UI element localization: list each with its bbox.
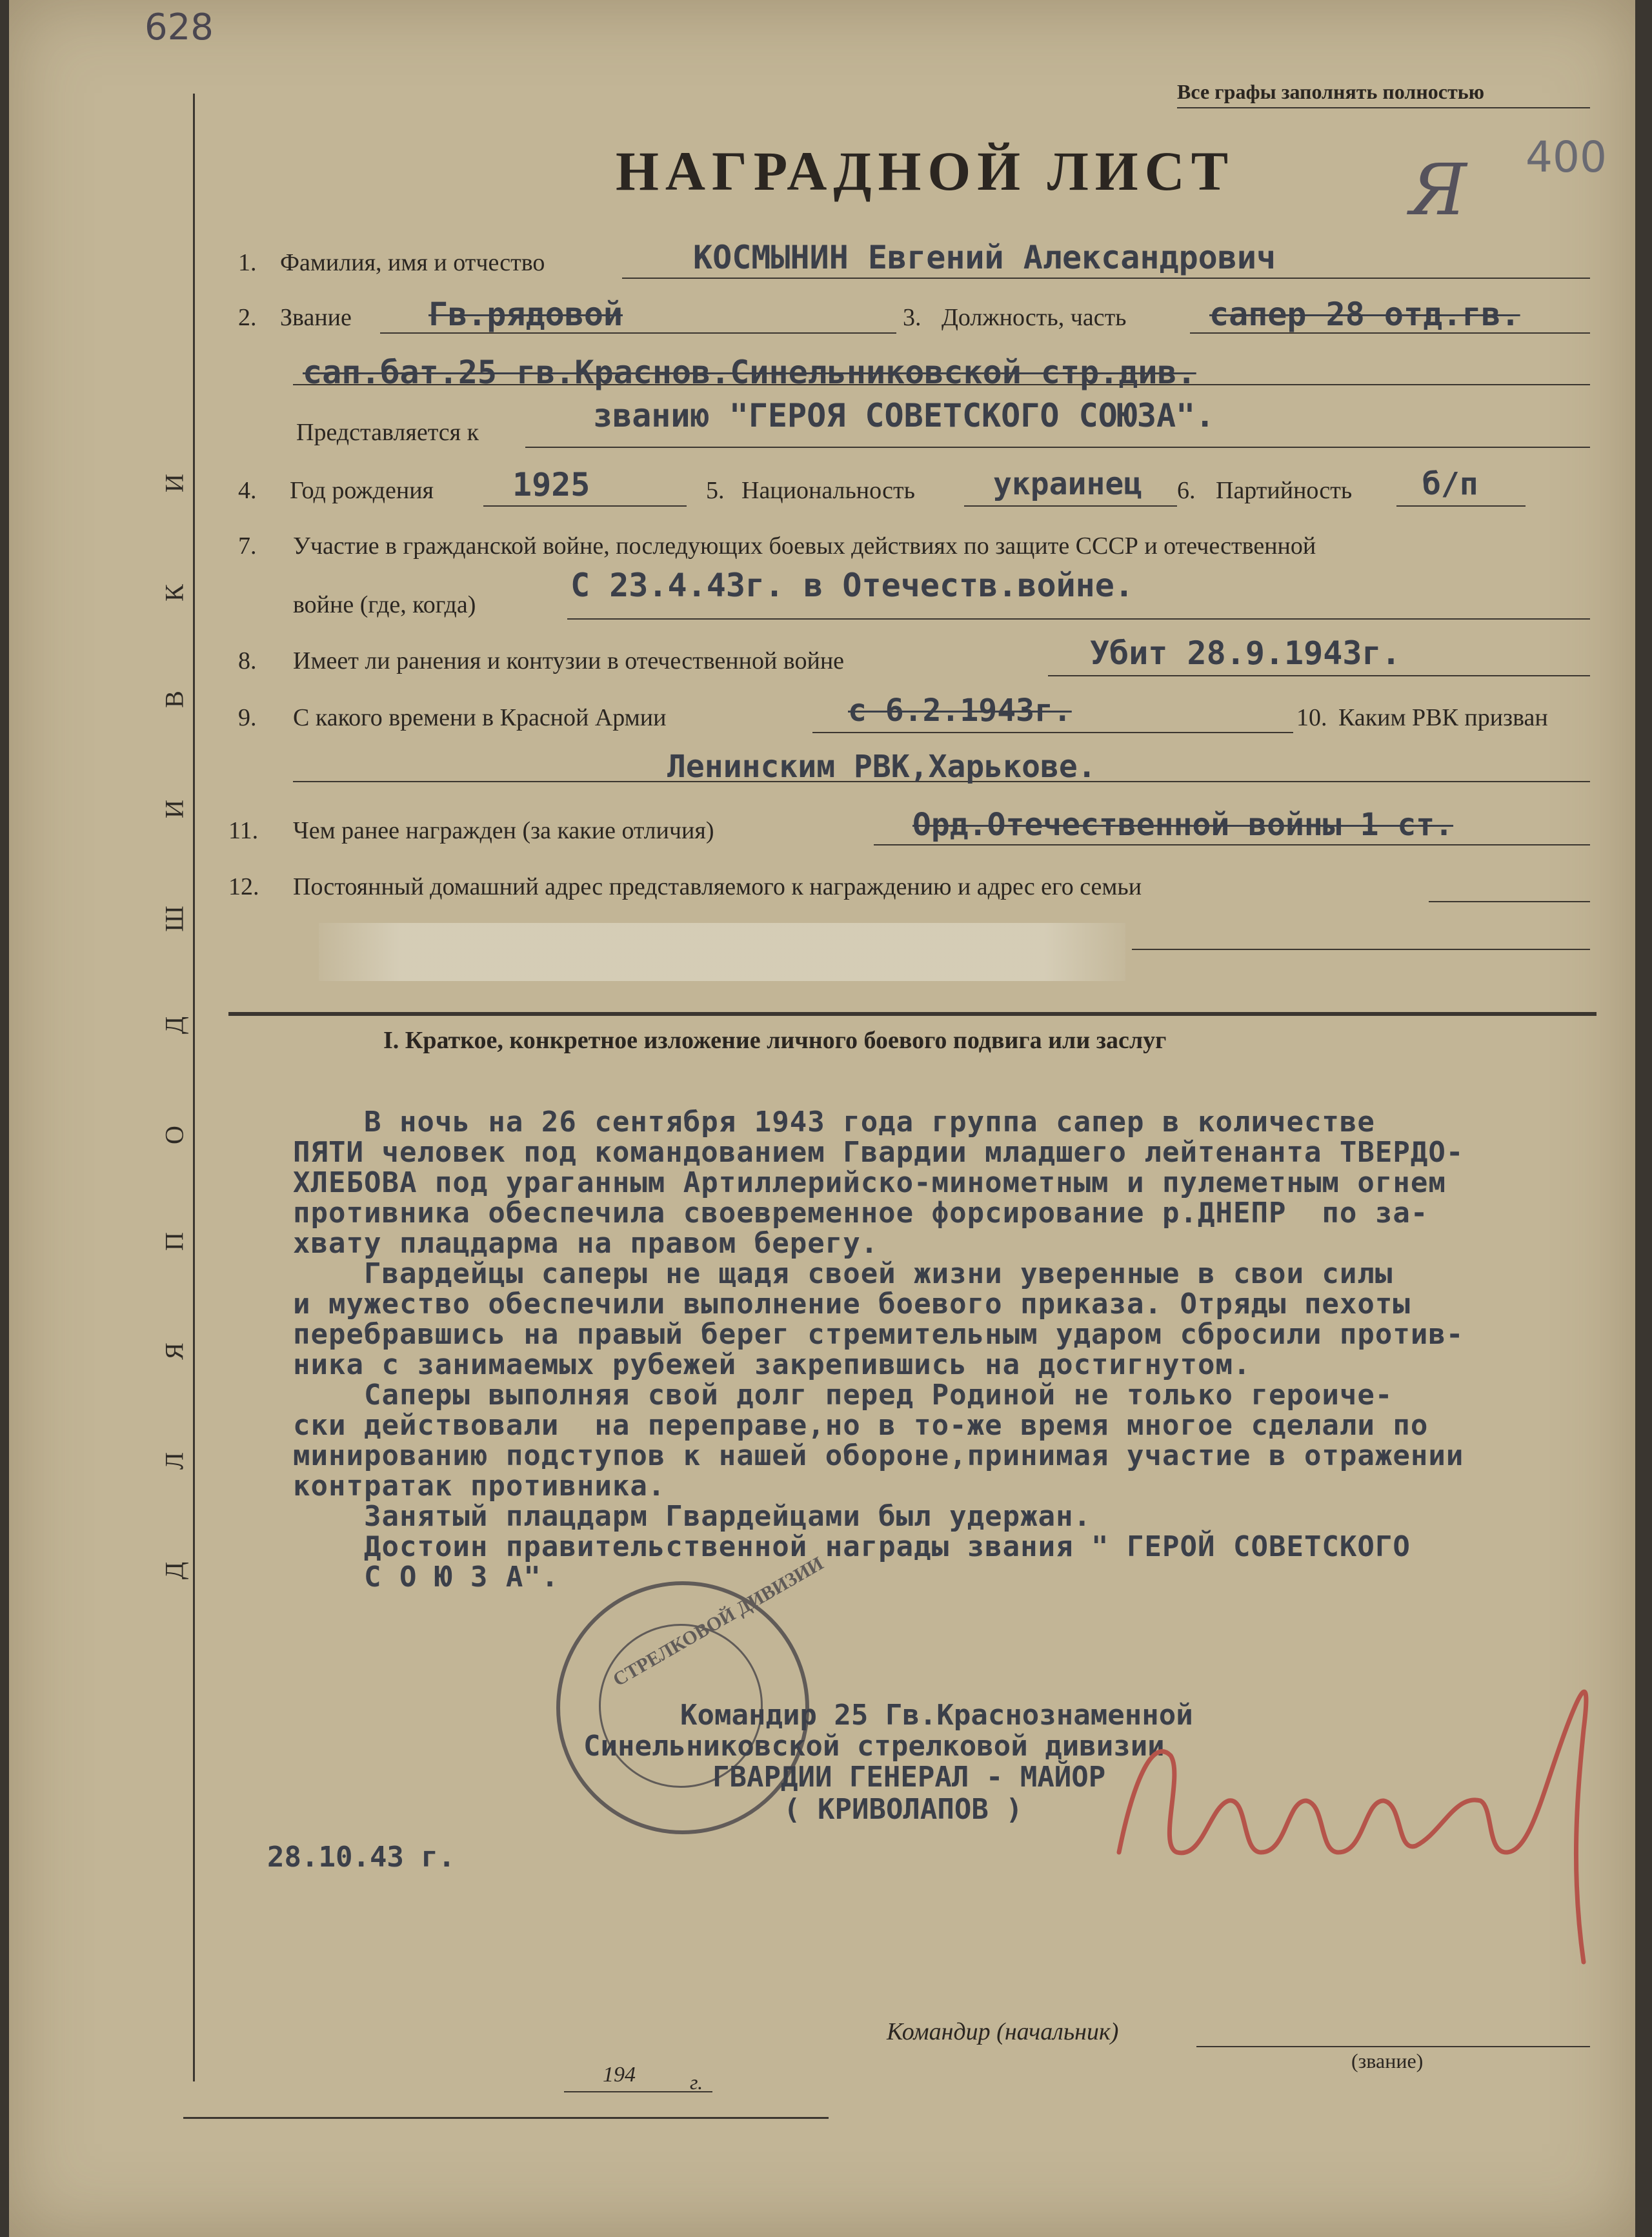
conscription-value: Ленинским РВК,Харькове.: [667, 749, 1096, 785]
narrative-line: Занятый плацдарм Гвардейцами был удержан.: [293, 1500, 1092, 1533]
army-since-value: с 6.2.1943г.: [848, 693, 1072, 729]
award-sheet: [9, 0, 1635, 2237]
side-letter: К: [159, 584, 189, 602]
field-number-2: 2.: [238, 304, 257, 331]
war-participation-value: С 23.4.43г. в Отечеств.войне.: [570, 567, 1134, 604]
army-since-label: С какого времени в Красной Армии: [293, 704, 667, 731]
narrative-line: и мужество обеспечили выполнение боевого приказа. Отряды пехоты: [293, 1288, 1411, 1321]
presented-line: [525, 447, 1590, 448]
footer-rank-label: (звание): [1351, 2049, 1424, 2072]
field-number-7: 7.: [238, 532, 257, 560]
unit-value: сап.бат.25 гв.Краснов.Синельниковской стр.див.: [303, 354, 1196, 391]
margin-line: [193, 94, 195, 2081]
rank-label: Звание: [280, 304, 352, 331]
signature-line-3: ГВАРДИИ ГЕНЕРАЛ - МАЙОР: [712, 1761, 1106, 1794]
presented-value: званию "ГЕРОЯ СОВЕТСКОГО СОЮЗА".: [593, 397, 1215, 434]
nationality-line: [964, 505, 1177, 507]
position-value: сапер 28 отд.гв.: [1209, 296, 1520, 333]
birth-year-value: 1925: [512, 466, 590, 503]
side-letter: Я: [159, 1342, 189, 1360]
footer-year: 194: [603, 2063, 636, 2087]
side-letter: Л: [159, 1452, 189, 1470]
archive-number: 628: [145, 6, 214, 48]
narrative-line: ХЛЕБОВА под ураганным Артиллерийско-минометным и пулеметным огнем: [293, 1166, 1446, 1199]
full-name-line: [622, 278, 1590, 279]
full-name-value: КОСМЫНИН Евгений Александрович: [693, 239, 1276, 276]
field-number-12: 12.: [228, 873, 259, 900]
party-label: Партийность: [1216, 477, 1353, 504]
signature-line-1: Командир 25 Гв.Краснознаменной: [680, 1699, 1193, 1732]
corner-mark-number: 400: [1526, 132, 1607, 182]
narrative-line: ПЯТИ человек под командованием Гвардии младшего лейтенанта ТВЕРДО-: [293, 1136, 1464, 1169]
field-number-3: 3.: [903, 304, 922, 331]
instruction-text: Все графы заполнять полностью: [1177, 80, 1485, 103]
previous-awards-value: Орд.Отечественной войны 1 ст.: [912, 807, 1454, 843]
conscription-label: Каким РВК призван: [1338, 704, 1548, 731]
field-number-1: 1.: [238, 249, 257, 276]
previous-awards-label: Чем ранее награжден (за какие отличия): [293, 817, 714, 844]
signature-line-4: ( КРИВОЛАПОВ ): [783, 1793, 1023, 1826]
wounds-line: [1048, 675, 1590, 676]
footer-commander-line: [1196, 2046, 1590, 2047]
typed-date: 28.10.43 г.: [267, 1841, 456, 1874]
signature-line-2: Синельниковской стрелковой дивизии: [583, 1730, 1165, 1763]
narrative-line: хвату плацдарма на правом берегу.: [293, 1227, 879, 1260]
instruction-underline: [1177, 107, 1590, 108]
birth-year-label: Год рождения: [290, 477, 434, 504]
footer-year-suffix: г.: [690, 2070, 703, 2094]
birth-year-line: [483, 505, 687, 507]
field-number-6: 6.: [1177, 477, 1196, 504]
footer-commander-label: Командир (начальник): [887, 2018, 1119, 2045]
narrative-line: Гвардейцы саперы не щадя своей жизни уверенные в свои силы: [293, 1257, 1393, 1290]
wounds-label: Имеет ли ранения и контузии в отечественной войне: [293, 647, 845, 674]
narrative-line: перебравшись на правый берег стремительным ударом сбросили против-: [293, 1318, 1464, 1351]
section-title: I. Краткое, конкретное изложение личного боевого подвига или заслуг: [383, 1027, 1167, 1054]
field-number-11: 11.: [228, 817, 259, 844]
field-number-10: 10.: [1296, 704, 1327, 731]
narrative-line: минированию подступов к нашей обороне,принимая участие в отражении: [293, 1439, 1464, 1472]
field-number-9: 9.: [238, 704, 257, 731]
home-address-line-2: [1132, 949, 1590, 950]
position-label: Должность, часть: [942, 304, 1127, 331]
home-address-label: Постоянный домашний адрес представляемого к награждению и адрес его семьи: [293, 873, 1142, 900]
party-value: б/п: [1422, 466, 1478, 502]
bottom-rule-left: [183, 2117, 829, 2119]
narrative-line: ника с занимаемых рубежей закрепившись на достигнутом.: [293, 1348, 1251, 1381]
narrative-line: противника обеспечила своевременное форсирование р.ДНЕПР по за-: [293, 1197, 1429, 1230]
presented-label: Представляется к: [296, 419, 479, 446]
side-letter: И: [159, 800, 189, 818]
previous-awards-line: [874, 844, 1590, 845]
side-letter: О: [159, 1126, 189, 1144]
side-letter: Ш: [159, 906, 189, 932]
redacted-address: [319, 923, 1125, 981]
side-letter: Д: [159, 1561, 189, 1580]
narrative-line: В ночь на 26 сентября 1943 года группа сапер в количестве: [293, 1106, 1375, 1139]
narrative-line: Саперы выполняя свой долг перед Родиной не только героиче-: [293, 1379, 1393, 1412]
stamp-text: СТРЕЛКОВОЙ ДИВИЗИИ: [609, 1552, 827, 1691]
page-title: НАГРАДНОЙ ЛИСТ: [616, 140, 1235, 202]
field-number-4: 4.: [238, 477, 257, 504]
war-participation-line: [567, 618, 1590, 620]
side-letter: П: [159, 1232, 189, 1251]
field-number-5: 5.: [706, 477, 725, 504]
corner-mark-roman: Я: [1409, 148, 1467, 231]
narrative-line: ски действовали на переправе,но в то-же время многое сделали по: [293, 1409, 1429, 1442]
war-participation-label: Участие в гражданской войне, последующих боевых действиях по защите СССР и отечественной: [293, 532, 1316, 560]
side-letter: Д: [159, 1016, 189, 1035]
full-name-label: Фамилия, имя и отчество: [280, 249, 545, 276]
nationality-label: Национальность: [741, 477, 915, 504]
war-participation-label-2: войне (где, когда): [293, 591, 476, 618]
field-number-8: 8.: [238, 647, 257, 674]
side-letter: И: [159, 474, 189, 492]
army-since-line: [812, 732, 1293, 733]
narrative-line: контратак противника.: [293, 1470, 666, 1503]
section-divider: [228, 1012, 1597, 1016]
nationality-value: украинец: [993, 466, 1143, 502]
rank-value: Гв.рядовой: [428, 296, 623, 333]
narrative-line: С О Ю З А".: [293, 1561, 559, 1594]
side-letter: В: [159, 691, 189, 708]
wounds-value: Убит 28.9.1943г.: [1090, 634, 1401, 672]
commander-signature: [1093, 1639, 1648, 2001]
narrative-line: Достоин правительственной награды звания " ГЕРОЙ СОВЕТСКОГО: [293, 1530, 1411, 1563]
home-address-line: [1429, 901, 1590, 902]
party-line: [1396, 505, 1526, 507]
